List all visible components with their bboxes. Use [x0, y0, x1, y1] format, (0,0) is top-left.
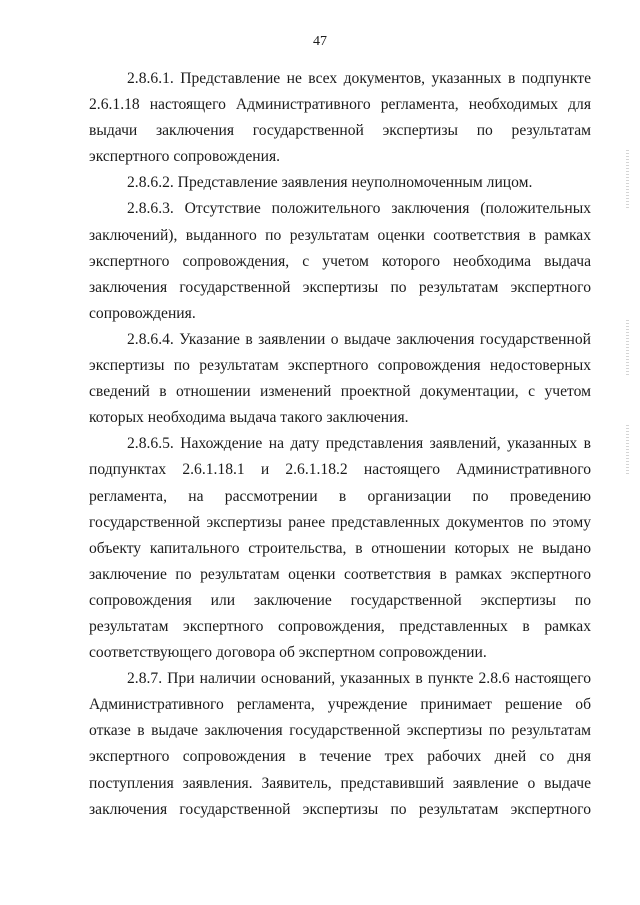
paragraph-2-8-6-2: 2.8.6.2. Представление заявления неуполномоченным лицом.	[127, 174, 533, 192]
document-body	[89, 66, 591, 823]
paragraph-2-8-6-4: 2.8.6.4. Указание в заявлении о выдаче заключения государственной экспертизы по результатам экспертного сопровождения недостоверных сведений в отношении изменений проектной документации, с учетом которых необходима выдача такого заключения.	[89, 330, 591, 427]
paragraph-2-8-6-5: 2.8.6.5. Нахождение на дату представления заявлений, указанных в подпунктах 2.6.1.18.1 и 2.6.1.18.2 настоящего Административного регламента, на рассмотрении в организации по проведению государственной экспертизы ранее представленных документов по этому объекту капитального строительства, в отношении которых не выдано заключение по результатам оценки соответствия в рамках экспертного сопровождения или заключение государственной экспертизы по результатам экспертного сопровождения, представленных в рамках соответствующего договора об экспертном сопровождении.	[89, 435, 591, 662]
scan-artifact	[626, 150, 629, 210]
scan-artifact	[626, 425, 629, 475]
scan-artifact	[626, 320, 629, 375]
paragraph-2-8-6-3: 2.8.6.3. Отсутствие положительного заключения (положительных заключений), выданного по результатам оценки соответствия в рамках экспертного сопровождения, с учетом которого необходима выдача заключения государственной экспертизы по результатам экспертного сопровождения.	[89, 200, 591, 322]
paragraph-2-8-7: 2.8.7. При наличии оснований, указанных в пункте 2.8.6 настоящего Административного регламента, учреждение принимает решение об отказе в выдаче заключения государственной экспертизы по результатам экспертного сопровождения в течение трех рабочих дней со дня поступления заявления. Заявитель, представивший заявление о выдаче заключения государственной экспертизы по результатам экспертного	[89, 670, 591, 818]
paragraph-2-8-6-1: 2.8.6.1. Представление не всех документов, указанных в подпункте 2.6.1.18 настоящего Административного регламента, необходимых для выдачи заключения государственной экспертизы по результатам экспертного сопровождения.	[89, 70, 591, 166]
page-number: 47	[313, 34, 327, 49]
